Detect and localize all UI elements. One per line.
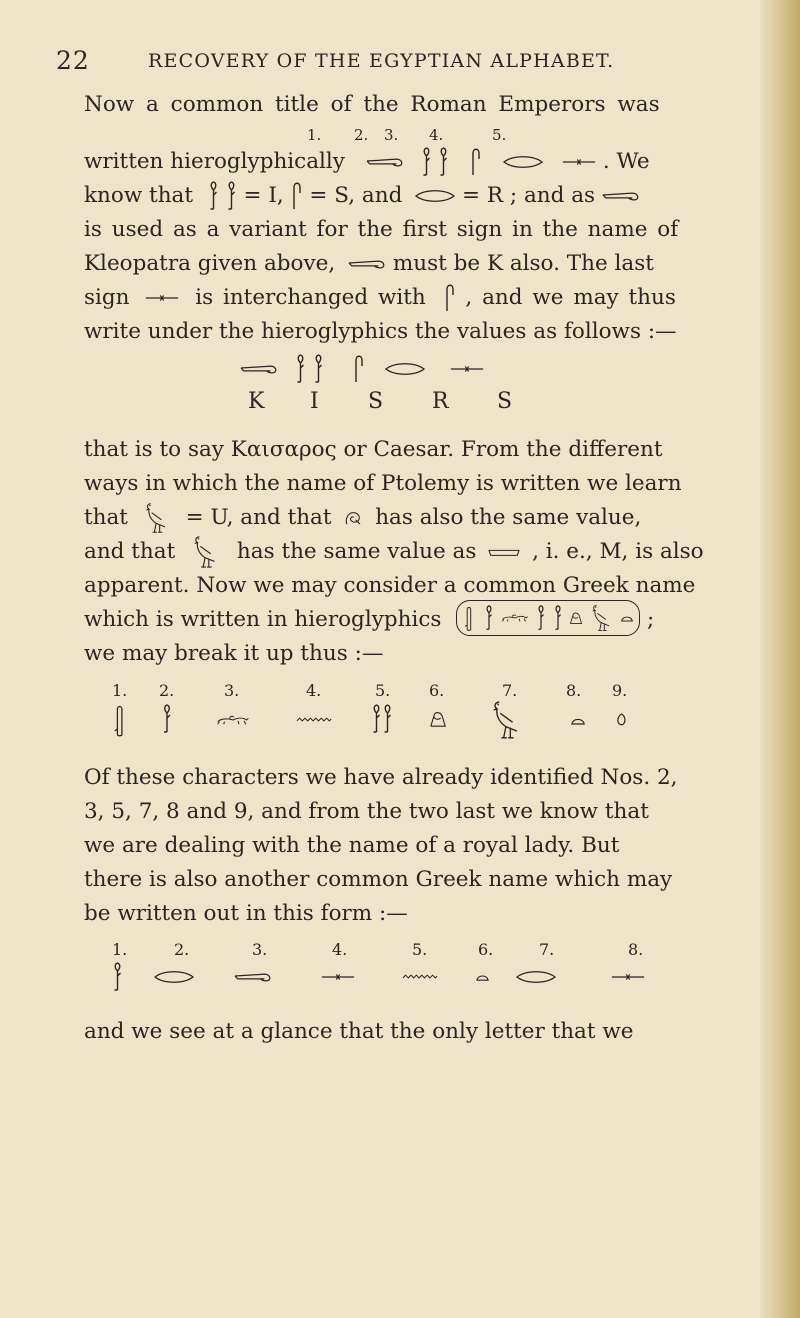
text-line-3 <box>84 179 640 213</box>
basket-handle-hieroglyph-icon <box>348 258 386 270</box>
door-bolt-hieroglyph-icon <box>450 364 484 374</box>
letter-i: I <box>310 389 319 414</box>
quail-chick-hieroglyph-icon <box>143 502 171 534</box>
page-header <box>56 46 736 78</box>
folded-cloth-hieroglyph-icon <box>291 181 303 211</box>
mouth-hieroglyph-icon <box>385 363 425 375</box>
text-line-6 <box>84 281 676 315</box>
egg-hieroglyph-icon <box>616 713 627 726</box>
reed-leaf-hieroglyph-icon <box>382 704 393 734</box>
loaf-hieroglyph-icon <box>476 973 489 981</box>
cartouche <box>456 600 640 636</box>
number-label: 1. <box>112 940 128 959</box>
text-line-23: and we see at a glance that the only letter that we <box>84 1019 634 1044</box>
basket-handle-hieroglyph-icon <box>366 156 404 168</box>
text-line-4: is used as a variant for the first sign in the name of <box>84 217 679 242</box>
loaf-hieroglyph-icon <box>571 716 585 725</box>
hieroglyph-row-alexandros <box>84 956 684 1000</box>
text-line-2 <box>84 145 650 179</box>
reed-leaf-hieroglyph-icon <box>484 605 494 631</box>
text: is interchanged with <box>195 285 426 310</box>
text-line-1: Now a common title of the Roman Emperors was <box>84 92 660 117</box>
text: and that <box>84 539 176 564</box>
folded-cloth-hieroglyph-icon <box>444 283 456 313</box>
text-line-21: be written out in this form :— <box>84 901 408 926</box>
text: has also the same value, <box>375 505 642 530</box>
number-label: 6. <box>478 940 494 959</box>
text-line-13: apparent. Now we may consider a common Greek name <box>84 573 696 598</box>
number-label: 2. <box>159 681 175 700</box>
text-line-19: we are dealing with the name of a royal lady. But <box>84 833 620 858</box>
text-line-9: that is to say Καισαρος or Caesar. From the different <box>84 437 663 462</box>
mouth-hieroglyph-icon <box>516 971 556 983</box>
folded-cloth-hieroglyph-icon <box>353 354 365 384</box>
basket-handle-hieroglyph-icon <box>602 190 640 202</box>
number-label: 3. <box>224 681 240 700</box>
text-line-10: ways in which the name of Ptolemy is written we learn <box>84 471 682 496</box>
running-title: RECOVERY OF THE EGYPTIAN ALPHABET. <box>148 50 615 72</box>
reed-leaf-hieroglyph-icon <box>112 962 123 992</box>
lion-hieroglyph-icon <box>501 613 529 623</box>
reed-leaf-hieroglyph-icon <box>226 181 237 211</box>
hieroglyph-row-cleopatra <box>84 698 684 746</box>
hieroglyph-row-caesar <box>240 352 484 386</box>
number-label: 3. <box>252 940 268 959</box>
page-edge-shadow <box>760 0 800 1318</box>
text: . We <box>602 149 650 174</box>
letter-k: K <box>248 389 265 414</box>
text: , i. e., M, is also <box>532 539 704 564</box>
door-bolt-hieroglyph-icon <box>562 157 596 167</box>
letter-r: R <box>432 389 449 414</box>
reed-leaf-hieroglyph-icon <box>438 147 449 177</box>
loaf-hieroglyph-icon <box>621 613 633 623</box>
basket-handle-hieroglyph-icon <box>234 971 272 983</box>
text: has the same value as <box>236 539 477 564</box>
door-bolt-hieroglyph-icon <box>611 972 645 982</box>
mouth-hieroglyph-icon <box>154 971 194 983</box>
number-label: 3. <box>384 126 399 144</box>
lion-hieroglyph-icon <box>216 714 250 726</box>
door-bolt-hieroglyph-icon <box>321 972 355 982</box>
quail-chick-hieroglyph-icon <box>590 604 614 632</box>
text-line-5 <box>84 247 654 281</box>
mouth-hieroglyph-icon <box>503 156 543 168</box>
text: which is written in hieroglyphics <box>84 607 442 632</box>
quail-chick-hieroglyph-icon <box>490 700 524 740</box>
text: must be K also. The last <box>392 251 654 276</box>
number-label: 4. <box>332 940 348 959</box>
text-line-14 <box>84 603 654 637</box>
number-label: 7. <box>502 681 518 700</box>
owl-hieroglyph-icon <box>188 535 224 569</box>
text-line-15: we may break it up thus :— <box>84 641 384 666</box>
number-label: 7. <box>539 940 555 959</box>
number-label: 5. <box>492 126 507 144</box>
number-label: 1. <box>307 126 322 144</box>
text: = S, and <box>309 183 403 208</box>
lasso-hieroglyph-icon <box>429 710 447 728</box>
reed-leaf-hieroglyph-icon <box>161 704 173 734</box>
reed-leaf-hieroglyph-icon <box>536 605 546 631</box>
reed-leaf-hieroglyph-icon <box>208 181 219 211</box>
text: ; <box>647 607 655 632</box>
lasso-hieroglyph-icon <box>569 611 583 625</box>
mouth-hieroglyph-icon <box>415 190 455 202</box>
number-label: 5. <box>412 940 428 959</box>
text-line-7: write under the hieroglyphics the values as follows :— <box>84 319 677 344</box>
number-label: 8. <box>628 940 644 959</box>
text-line-12 <box>84 535 704 569</box>
text: sign <box>84 285 130 310</box>
lute-hieroglyph-icon <box>487 547 521 557</box>
water-ripple-hieroglyph-icon <box>296 716 332 724</box>
text: , and we may thus <box>465 285 676 310</box>
text-line-18: 3, 5, 7, 8 and 9, and from the two last we know that <box>84 799 649 824</box>
letter-s: S <box>368 389 384 414</box>
page-number: 22 <box>56 46 90 75</box>
number-label: 2. <box>174 940 190 959</box>
number-label: 6. <box>429 681 445 700</box>
folded-cloth-hieroglyph-icon <box>470 147 482 177</box>
water-ripple-hieroglyph-icon <box>402 973 438 981</box>
basket-handle-hieroglyph-icon <box>240 363 278 375</box>
number-label: 4. <box>429 126 444 144</box>
door-bolt-hieroglyph-icon <box>145 293 179 303</box>
number-label: 8. <box>566 681 582 700</box>
hand-hieroglyph-icon <box>112 702 130 738</box>
letter-s: S <box>497 389 513 414</box>
reed-leaf-hieroglyph-icon <box>313 354 324 384</box>
number-label: 2. <box>354 126 369 144</box>
text-line-20: there is also another common Greek name which may <box>84 867 673 892</box>
reed-leaf-hieroglyph-icon <box>371 704 382 734</box>
number-label: 9. <box>612 681 628 700</box>
reed-leaf-hieroglyph-icon <box>553 605 563 631</box>
coil-rope-hieroglyph-icon <box>344 511 362 525</box>
text: = U, and that <box>185 505 332 530</box>
hand-hieroglyph-icon <box>463 604 477 632</box>
number-label: 4. <box>306 681 322 700</box>
text: know that <box>84 183 194 208</box>
reed-leaf-hieroglyph-icon <box>421 147 432 177</box>
text: written hieroglyphically <box>84 149 345 174</box>
text: = R ; and as <box>462 183 596 208</box>
text: = I, <box>243 183 284 208</box>
number-label: 1. <box>112 681 128 700</box>
number-label: 5. <box>375 681 391 700</box>
text: that <box>84 505 128 530</box>
reed-leaf-hieroglyph-icon <box>295 354 306 384</box>
text-line-17: Of these characters we have already identified Nos. 2, <box>84 765 678 790</box>
text-line-11 <box>84 501 641 535</box>
text: Kleopatra given above, <box>84 251 336 276</box>
